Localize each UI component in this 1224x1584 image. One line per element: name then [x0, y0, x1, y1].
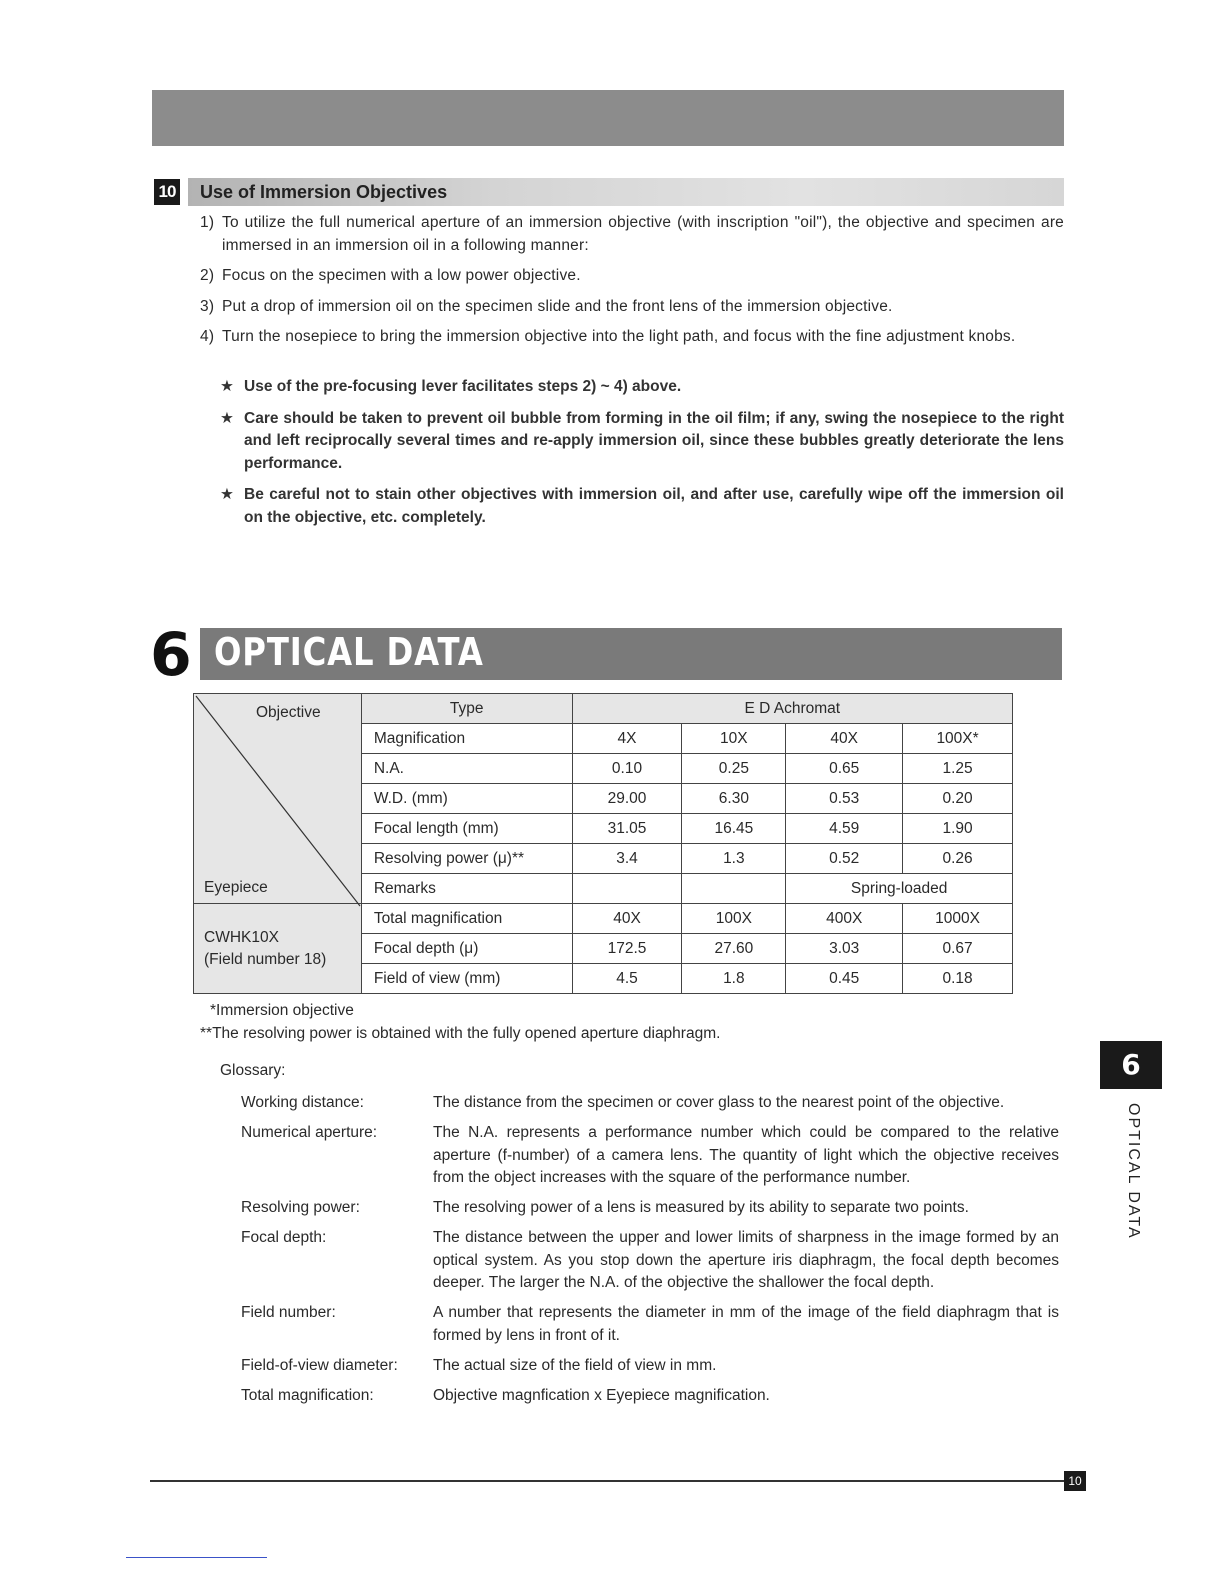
footnote: **The resolving power is obtained with the fully opened aperture diaphragm.: [200, 1024, 721, 1042]
section-title-bar: [188, 178, 1064, 206]
glossary-item: Field-of-view diameter: The actual size of the field of view in mm.: [241, 1356, 717, 1374]
footnotes: [200, 1000, 720, 1045]
table-row: W.D. (mm) 29.00 6.30 0.53 0.20: [194, 784, 1013, 814]
top-gray-banner: [152, 90, 1064, 146]
table-row: [194, 694, 1013, 724]
chapter-title: OPTICAL DATA: [214, 630, 484, 674]
glossary-title: Glossary:: [220, 1062, 286, 1079]
type-value: E D Achromat: [572, 694, 1012, 724]
table-corner-cell: [194, 694, 362, 904]
note-item: ★ Be careful not to stain other objectives with immersion oil, and after use, carefully wipe off the immersion oil on the objective, etc. completely.: [220, 486, 1064, 526]
steps-list: [200, 212, 1064, 357]
glossary-item: Field number: A number that represents the diameter in mm of the image of the field diaphragm that is formed by lens in front of it.: [241, 1304, 1059, 1344]
section-10-header: [154, 178, 1064, 206]
diagonal-line: [194, 694, 362, 908]
chapter-number: 6: [150, 620, 192, 690]
section-6-header: [150, 620, 1062, 690]
blue-line: [126, 1557, 267, 1558]
table-row: Magnification 4X 10X 40X 100X*: [194, 724, 1013, 754]
section-title: Use of Immersion Objectives: [200, 182, 448, 202]
step-item: 3) Put a drop of immersion oil on the specimen slide and the front lens of the immersion objective.: [200, 297, 893, 315]
section-number-badge: 10: [154, 179, 180, 205]
side-chapter-tab: 6: [1100, 1041, 1162, 1089]
table-row: Focal depth (μ) 172.5 27.60 3.03 0.67: [194, 934, 1013, 964]
glossary-item: Working distance: The distance from the specimen or cover glass to the nearest point of the objective.: [241, 1094, 1005, 1111]
star-icon: ★: [220, 486, 234, 503]
star-icon: ★: [220, 378, 234, 395]
table-row: Resolving power (μ)** 3.4 1.3 0.52 0.26: [194, 844, 1013, 874]
table-row: Focal length (mm) 31.05 16.45 4.59 1.90: [194, 814, 1013, 844]
eyepiece-label: Eyepiece: [204, 879, 268, 896]
glossary-item: Total magnification: Objective magnfication x Eyepiece magnification.: [241, 1386, 770, 1404]
table-row: Field of view (mm) 4.5 1.8 0.45 0.18: [194, 964, 1013, 994]
remarks-value: Spring-loaded: [786, 874, 1013, 904]
chapter-title-bar: [200, 628, 1062, 680]
star-icon: ★: [220, 409, 234, 427]
table-row: N.A. 0.10 0.25 0.65 1.25: [194, 754, 1013, 784]
optical-data-table: [193, 693, 1013, 994]
note-item: ★ Use of the pre-focusing lever facilitates steps 2) ~ 4) above.: [220, 376, 1064, 399]
table-row: CWHK10X (Field number 18) Total magnification 40X 100X 400X 1000X: [194, 904, 1013, 934]
step-item: 4) Turn the nosepiece to bring the immersion objective into the light path, and focus with the fine adjustment knobs.: [200, 328, 1016, 345]
objective-label: Objective: [256, 704, 321, 721]
step-item: 1) To utilize the full numerical aperture of an immersion objective (with inscription "oil"), the objective and specimen are immersed in an immersion oil in a following manner:: [200, 214, 1064, 254]
note-item: ★ Care should be taken to prevent oil bubble from forming in the oil film; if any, swing the nosepiece to the right and left reciprocally several times and re-apply immersion oil, since these bubbles greatly deteriorate the lens performance.: [220, 409, 1064, 472]
notes-list: [220, 376, 1064, 538]
glossary-item: Numerical aperture: The N.A. represents a performance number which could be compared to the relative aperture (f-number) of a camera lens. The quantity of light which the objective receives from the object increases with the square of the performance number.: [241, 1124, 1059, 1186]
page-number: 10: [1064, 1471, 1086, 1491]
footnote: *Immersion objective: [210, 1002, 354, 1019]
eyepiece-cell: CWHK10X (Field number 18): [194, 904, 362, 994]
step-item: 2) Focus on the specimen with a low power objective.: [200, 267, 581, 284]
remarks-label: Remarks: [361, 874, 572, 904]
footer-rule: [150, 1480, 1064, 1482]
glossary-item: Resolving power: The resolving power of a lens is measured by its ability to separate two points.: [241, 1199, 969, 1216]
side-chapter-text: OPTICAL DATA: [1125, 1103, 1142, 1240]
glossary-list: [241, 1092, 1059, 1415]
glossary-item: Focal depth: The distance between the upper and lower limits of sharpness in the image formed by an optical system. As you stop down the aperture iris diaphragm, the focal depth becomes deeper. The larger the N.A. of the objective the shallower the focal depth.: [241, 1229, 1059, 1291]
type-header: Type: [361, 694, 572, 724]
